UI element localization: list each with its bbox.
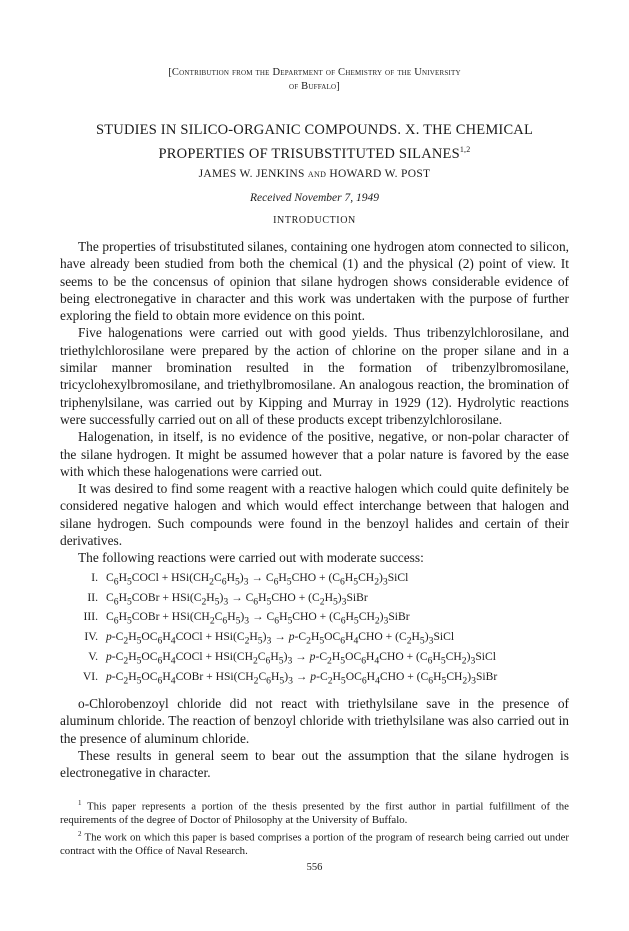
equation-text: $p-C_2H_5OC_6H_4COCl + HSi(CH_2C_6H_5)_3 \to p-C_2H_5OC_6H_4CHO$ + $(C_6H_5CH_2)_3SiCl$ [106,650,496,667]
footnote-mark: 2 [78,829,82,838]
equation-number: II. [87,590,98,604]
equation-row [60,629,569,649]
header-line-1: [Contribution from the Department of Chemistry of the University [168,67,461,78]
author-1: JAMES W. JENKINS [198,168,305,180]
title-line-2-text: PROPERTIES OF TRISUBSTITUTED SILANES [158,145,460,162]
received-date: Received November 7, 1949 [249,192,379,204]
title-line-1: STUDIES IN SILICO-ORGANIC COMPOUNDS. X. THE CHEMICAL [95,122,534,138]
paragraph: The following reactions were carried out with moderate success: [78,550,424,566]
equation-row [60,570,569,590]
equation-text: $p-C_2H_5OC_6H_4COCl + HSi(C_2H_5)_3 \to p-C_2H_5OC_6H_4CHO$ + $(C_2H_5)_3SiCl$ [106,630,455,647]
footnote [60,828,569,859]
footnote [60,797,569,828]
paragraph: The properties of trisubstituted silanes, containing one hydrogen atom connected to silicon, have already been studied from both the chemical (1) and the physical (2) point of view. It seems to be the concensus of opinion that silane hydrogen shows considerable evidence of being electronegative in character and this work was undertaken with the purpose of further exploring the field to obtain more evidence on this point. [60,239,569,324]
page-number: 556 [306,862,323,873]
footnote-mark: 1 [78,799,82,807]
footnotes [60,797,569,859]
equation-row [60,590,569,610]
contribution-header [60,66,569,94]
equation-text: $C_6H_5COBr + HSi(C_2H_5)_3 \to C_6H_5CHO$ + $(C_2H_5)_3SiBr$ [106,590,368,607]
author-line [60,168,569,180]
paragraph: These results in general seem to bear out the assumption that the silane hydrogen is electronegative in character. [60,747,569,781]
header-line-2: of Buffalo] [289,81,340,92]
equation-number: V. [88,650,98,664]
author-conjunction: and [307,168,327,180]
author-2: HOWARD W. POST [329,168,431,180]
equation-text: $C_6H_5COCl + HSi(CH_2C_6H_5)_3 \to C_6H_5CHO$ + $(C_6H_5CH_2)_3SiCl$ [106,570,409,587]
paragraph: Five halogenations were carried out with good yields. Thus tribenzylchlorosilane, and triethylchlorosilane were prepared by the action of chlorine on the proper silane and in a similar manner bromination resulted in the formation of tribenzylbromosilane, tricyclohexylbromosilane, and triethylbromosilane. An analogous reaction, the bromination of triphenylsilane, was carried out by Kipping and Murray in 1929 (12). Hydrolytic reactions were successfully carried out on all of these products except tribenzylchlorosilane. [60,325,569,427]
paragraph: Halogenation, in itself, is no evidence of the positive, negative, or non-polar character of the silane hydrogen. It might be assumed however that a polar nature is favored by the ease with which these halogenations were carried out. [60,429,569,479]
equation-number: VI. [82,670,98,684]
equation-row [60,609,569,629]
title-line-2 [60,140,569,164]
equation-number: IV. [84,630,98,644]
footnote-text: The work on which this paper is based comprises a portion of the program of research being carried out under contract with the Office of Naval Research. [60,831,569,857]
equation-number: III. [83,610,98,624]
equation-text: $C_6H_5COBr + HSi(CH_2C_6H_5)_3 \to C_6H_5CHO$ + $(C_6H_5CH_2)_3SiBr$ [106,610,410,627]
section-heading: INTRODUCTION [273,215,356,226]
equation-row [60,669,569,689]
paragraph: It was desired to find some reagent with a reactive halogen which could quite definitely be considered negative halogen and which would effect interchange between that halogen and silane hydrogen. Such compounds were found in the benzoyl halides and certain of their derivatives. [60,481,569,549]
equation-text: $p-C_2H_5OC_6H_4COBr + HSi(CH_2C_6H_5)_3 \to p-C_2H_5OC_6H_4CHO$ + $(C_6H_5CH_2)_3SiBr$ [106,670,498,687]
paragraph: o-Chlorobenzoyl chloride did not react with triethylsilane save in the presence of aluminum chloride. The reaction of benzoyl chloride with triethylsilane was also carried out in the presence of aluminum chloride. [60,696,569,746]
title-footnote-marks: 1,2 [459,145,471,154]
equation-number: I. [91,570,98,584]
footnote-text: This paper represents a portion of the thesis presented by the first author in partial fulfillment of the requirements of the degree of Doctor of Philosophy at the University of Buffalo. [60,800,569,827]
body-text [60,238,569,782]
reaction-equations [60,570,569,689]
paper-title [60,121,569,164]
equation-row [60,649,569,669]
